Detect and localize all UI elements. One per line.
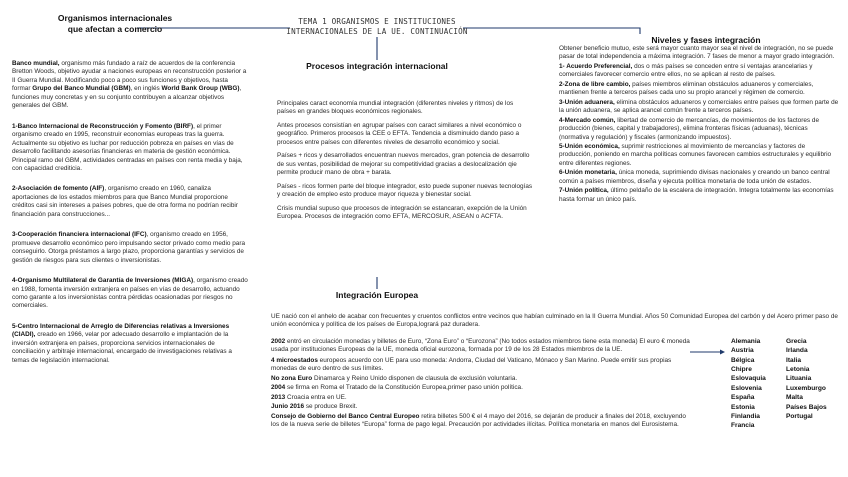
country-item: Eslovaquia	[731, 375, 766, 383]
eu-microestados-text: europeos acuerdo con UE para uso moneda: Andorra, Ciudad del Vaticano, Mónaco y San Marino. Puede emitir sus propias monedas de euro dentro de sus límites.	[271, 356, 672, 373]
country-item: Italia	[786, 356, 802, 364]
eu-bce-text: retira billetes 500 € el 4 mayo del 2016, se dejarán de producir a finales del 2018, excluyendo los de la nueva serie de billetes “Europa” forma de pago legal. Precaución por actividades ilícitas. Política monetaria en manos del Eurosistema.	[271, 412, 686, 429]
ciadi-text: creado en 1966, velar por adecuado desarrollo e implantación de la inversión extranjera en países, proporciona servicios internacionales de conciliación y arbitraje internacional, encargado de investigaciones relativas a temas de legislación internacional.	[12, 331, 232, 364]
eurozone-countries-col-1	[731, 337, 785, 431]
center-p2: Antes procesos consistían en agrupar países con caract similares a nivel económico o geográfico. Primeros procesos la CEE o EFTA. Tendencia a disminuido dando paso a procesos entre países con diferentes niveles de desarrollo económico y social.	[277, 121, 522, 146]
phase-1	[559, 63, 839, 80]
eu-2013-term: 2013	[271, 393, 286, 401]
center-heading: Procesos integración internacional	[306, 61, 448, 71]
ciadi-term: 5-Centro Internacional de Arreglo de Diferencias relativas a Inversiones (CIADI),	[12, 322, 230, 339]
phase-3-term: 3-Unión aduanera,	[559, 98, 615, 106]
phase-4-text: libertad de comercio de mercancías, de movimientos de los factores de producción (bienes, capital y trabajadores), elimina fronteras físicas (aduanas), técnicas (normativa y regulación) y fiscales (armonizando impuestos).	[559, 116, 820, 141]
country-item: Grecia	[786, 338, 807, 345]
banco-mundial-text-3: , funciones muy concretas y en su conjunto contribuyen a alcanzar objetivos generales del GBM.	[12, 85, 242, 110]
eu-2013-text: Croacia entra en UE.	[285, 393, 347, 401]
title-line-2: INTERNACIONALES DE LA UE. CONTINUACIÓN	[286, 26, 468, 36]
country-item: Países Bajos	[786, 403, 827, 411]
phase-6-text: única moneda, suprimiendo divisas nacionales y creando un banco central común a países miembros, diseña y ejecuta política monetaria de toda unión de estados.	[559, 169, 830, 185]
aif-text: , organismo creado en 1960, canaliza aportaciones de los estados miembros para que Banco Mundial proporcione créditos casi sin intereses a países pobres, que de otra forma no podrían recibir financiación para construcciones...	[12, 185, 238, 218]
arrow-eurozone-head	[720, 350, 725, 355]
eu-bce	[271, 413, 693, 430]
center-p3: Países + ricos y desarrollados encuentran nuevos mercados, gran potencia de desarrollo de sus ventas, posibilidad de mejorar su competitividad gracias a deslocalización qie permite producir mano de obra + barata.	[277, 152, 530, 177]
birf-term: 1-Banco Internacional de Reconstrucción y Fomento (BIRF)	[12, 122, 194, 130]
phase-2-term: 2-Zona de libre cambio,	[559, 80, 631, 88]
left-heading	[20, 13, 210, 35]
ifc-paragraph	[12, 231, 248, 265]
phase-6-term: 6-Unión monetaria,	[559, 169, 617, 177]
country-item: Austria	[731, 347, 754, 355]
center-p4: Países - ricos formen parte del bloque integrador, esto puede suponer nuevas tecnologías y creación de empleo esto produce mayor riqueza y bienestar social.	[277, 182, 533, 199]
center-p5: Crisis mundial supuso que procesos de integración se estancaran, exepción de la Unión Europea. Procesos de integración como EFTA, MERCOSUR, ASEAN o ACFTA.	[277, 204, 527, 220]
miga-paragraph	[12, 277, 248, 311]
birf-text: , el primer organismo creado en 1995, reconstruir economías europeas tras la guerra. Actualmente su objetivo es luchar por reducción pobreza en países en vías de desarrollo facilitando asesorías financieras en materia de gestión económica. Principal ramo del GBM, actividades centradas en países con renta media y baja, con capacidad crediticia.	[12, 122, 243, 172]
center-p1: Principales caract economía mundial integración (diferentes niveles y ritmos) de los países en grandes bloques económicos regionales.	[277, 100, 514, 116]
country-item: España	[731, 394, 755, 402]
country-item: Lituania	[786, 375, 812, 383]
phase-2-text: países miembros eliminan obstáculos aduaneros y comerciales, mantienen frente a terceros países cada uno su propio arancel y régimen de comercio.	[559, 80, 814, 97]
banco-mundial-term: Banco mundial,	[12, 60, 60, 67]
left-column-text	[12, 60, 248, 370]
ciadi-paragraph	[12, 323, 248, 365]
center-column-text	[277, 100, 533, 226]
right-column-text	[559, 45, 839, 205]
country-item: Irlanda	[786, 347, 808, 355]
eu-no-zona-term: No zona Euro	[271, 374, 313, 382]
phase-6	[559, 169, 839, 186]
phase-7	[559, 187, 839, 204]
eurozone-countries-col-2	[786, 337, 844, 421]
eu-bce-term: Consejo de Gobierno del Banco Central Europeo	[271, 412, 420, 420]
page-title	[278, 17, 476, 37]
phase-4	[559, 117, 839, 142]
left-heading-line-2: que afectan a comercio	[67, 24, 163, 35]
country-item: Chipre	[731, 366, 752, 374]
right-heading: Niveles y fases integración	[651, 35, 761, 45]
miga-term: 4-Organismo Multilateral de Garantía de Inversiones (MIGA)	[12, 277, 194, 285]
eu-2004-term: 2004	[271, 384, 286, 392]
eu-no-zona	[271, 375, 693, 383]
eu-no-zona-text: Dinamarca y Reino Unido disponen de clausula de exclusión voluntaria.	[312, 374, 518, 382]
phase-1-text: dos o más países se conceden entre sí ventajas arancelarias y comerciales favorecer comercio entre ellos, no se aplican al resto de países.	[559, 62, 813, 79]
eu-2004	[271, 384, 693, 392]
eu-microestados	[271, 357, 693, 374]
title-line-1: TEMA 1 ORGANISMOS E INSTITUCIONES	[298, 17, 456, 26]
banco-mundial-text-2: , en inglés	[130, 85, 162, 93]
eu-2002-text: entró en circulación monedas y billetes de Euro, “Zona Euro” o “Eurozona” (No todos estados miembros tiene esta moneda) El euro € moneda usada por instituciones Europeas de la UE, moneda oficial eurozona, formada por 19 de los 28 Estados miembros de la UE.	[271, 338, 690, 354]
eu-2002-term: 2002	[271, 338, 286, 345]
eu-2016-text: se produce Brexit.	[304, 403, 358, 411]
country-item: Portugal	[786, 412, 813, 420]
eu-2016-term: Junio 2016	[271, 403, 305, 411]
phase-5-term: 5-Unión económica,	[559, 142, 620, 150]
country-item: Luxemburgo	[786, 384, 826, 392]
eu-microestados-term: 4 microestados	[271, 356, 318, 364]
phase-7-term: 7-Unión política,	[559, 187, 609, 195]
phase-4-term: 4-Mercado común,	[559, 116, 616, 124]
eu-2016	[271, 403, 693, 411]
phase-7-text: último peldaño de la escalera de integración. Integra totalmente las economías hasta formar un único país.	[559, 187, 834, 203]
right-intro: Obtener beneficio mutuo, este será mayor cuanto mayor sea el nivel de integración, no se puede pasar de total independencia a máxima integración. 7 fases de menor a mayor grado integración.	[559, 45, 835, 61]
ifc-text: , organismo creado en 1956, promueve desarrollo económico pero impulsando sector privado como medio para conseguirlo. Otorga préstamos a largo plazo, proporciona garantías y servicios de gestión de riesgos para sus clientes o inversionistas.	[12, 231, 246, 264]
wbg-term: World Bank Group (WBG)	[161, 85, 240, 93]
miga-text: , organismo creado en 1988, fomenta inversión extranjera en países en vías de desarrollo, actuando como garante a los inversionistas contra pérdidas ocasionadas por riesgos no comerciales.	[12, 277, 248, 310]
eu-2002	[271, 338, 693, 355]
birf-paragraph	[12, 123, 248, 174]
country-item: Bélgica	[731, 356, 755, 364]
connector-title-right	[463, 28, 640, 34]
phase-2	[559, 81, 839, 98]
eu-2004-text: se firma en Roma el Tratado de la Constitución Europea,primer paso unión política.	[285, 384, 523, 392]
eu-timeline	[271, 338, 693, 435]
eu-heading: Integración Europea	[335, 290, 419, 300]
country-item: Alemania	[731, 338, 761, 345]
phase-3-text: elimina obstáculos aduaneros y comerciales entre países que formen parte de la unión aduanera, se aplica arancel común frente a terceros países.	[559, 98, 839, 115]
phase-3	[559, 99, 839, 116]
country-item: Letonia	[786, 366, 810, 374]
banco-mundial-text-1: organismo más fundado a raíz de acuerdos de la conferencia Bretton Woods, objetivo ayudar a naciones europeas en reconstrucción posterior a II Guerra Mundial. Modificando poco a poco sus funciones y objetivos, hasta formar	[12, 60, 247, 93]
banco-mundial-paragraph	[12, 60, 248, 111]
aif-paragraph	[12, 185, 248, 219]
country-item: Estonia	[731, 403, 755, 411]
phase-1-term: 1- Acuerdo Preferencial,	[559, 62, 633, 70]
country-item: Francia	[731, 422, 755, 430]
ifc-term: 3-Cooperación financiera internacional (IFC)	[12, 231, 147, 239]
gbm-term: Grupo del Banco Mundial (GBM)	[32, 85, 131, 93]
left-heading-line-1: Organismos internacionales	[57, 13, 173, 23]
eu-intro: UE nació con el anhelo de acabar con frecuentes y cruentos conflictos entre vecinos que habían culminado en la II Guerra Mundial. Años 50 Comunidad Europea del carbón y del Acero primer paso de unión económica y política de los países de Europa,logrará paz duradera.	[271, 313, 838, 329]
phase-5	[559, 143, 839, 168]
country-item: Eslovenia	[731, 384, 762, 392]
aif-term: 2-Asociación de fomento (AIF)	[12, 185, 105, 193]
country-item: Finlandia	[731, 412, 760, 420]
country-item: Malta	[786, 394, 803, 402]
phase-5-text: suprimir restricciones al movimiento de mercancías y factores de producción, poniendo en marcha políticas comunes favorecen cambios estructurales y equilibrio entre diferentes regiones.	[559, 142, 832, 167]
eu-2013	[271, 394, 693, 402]
